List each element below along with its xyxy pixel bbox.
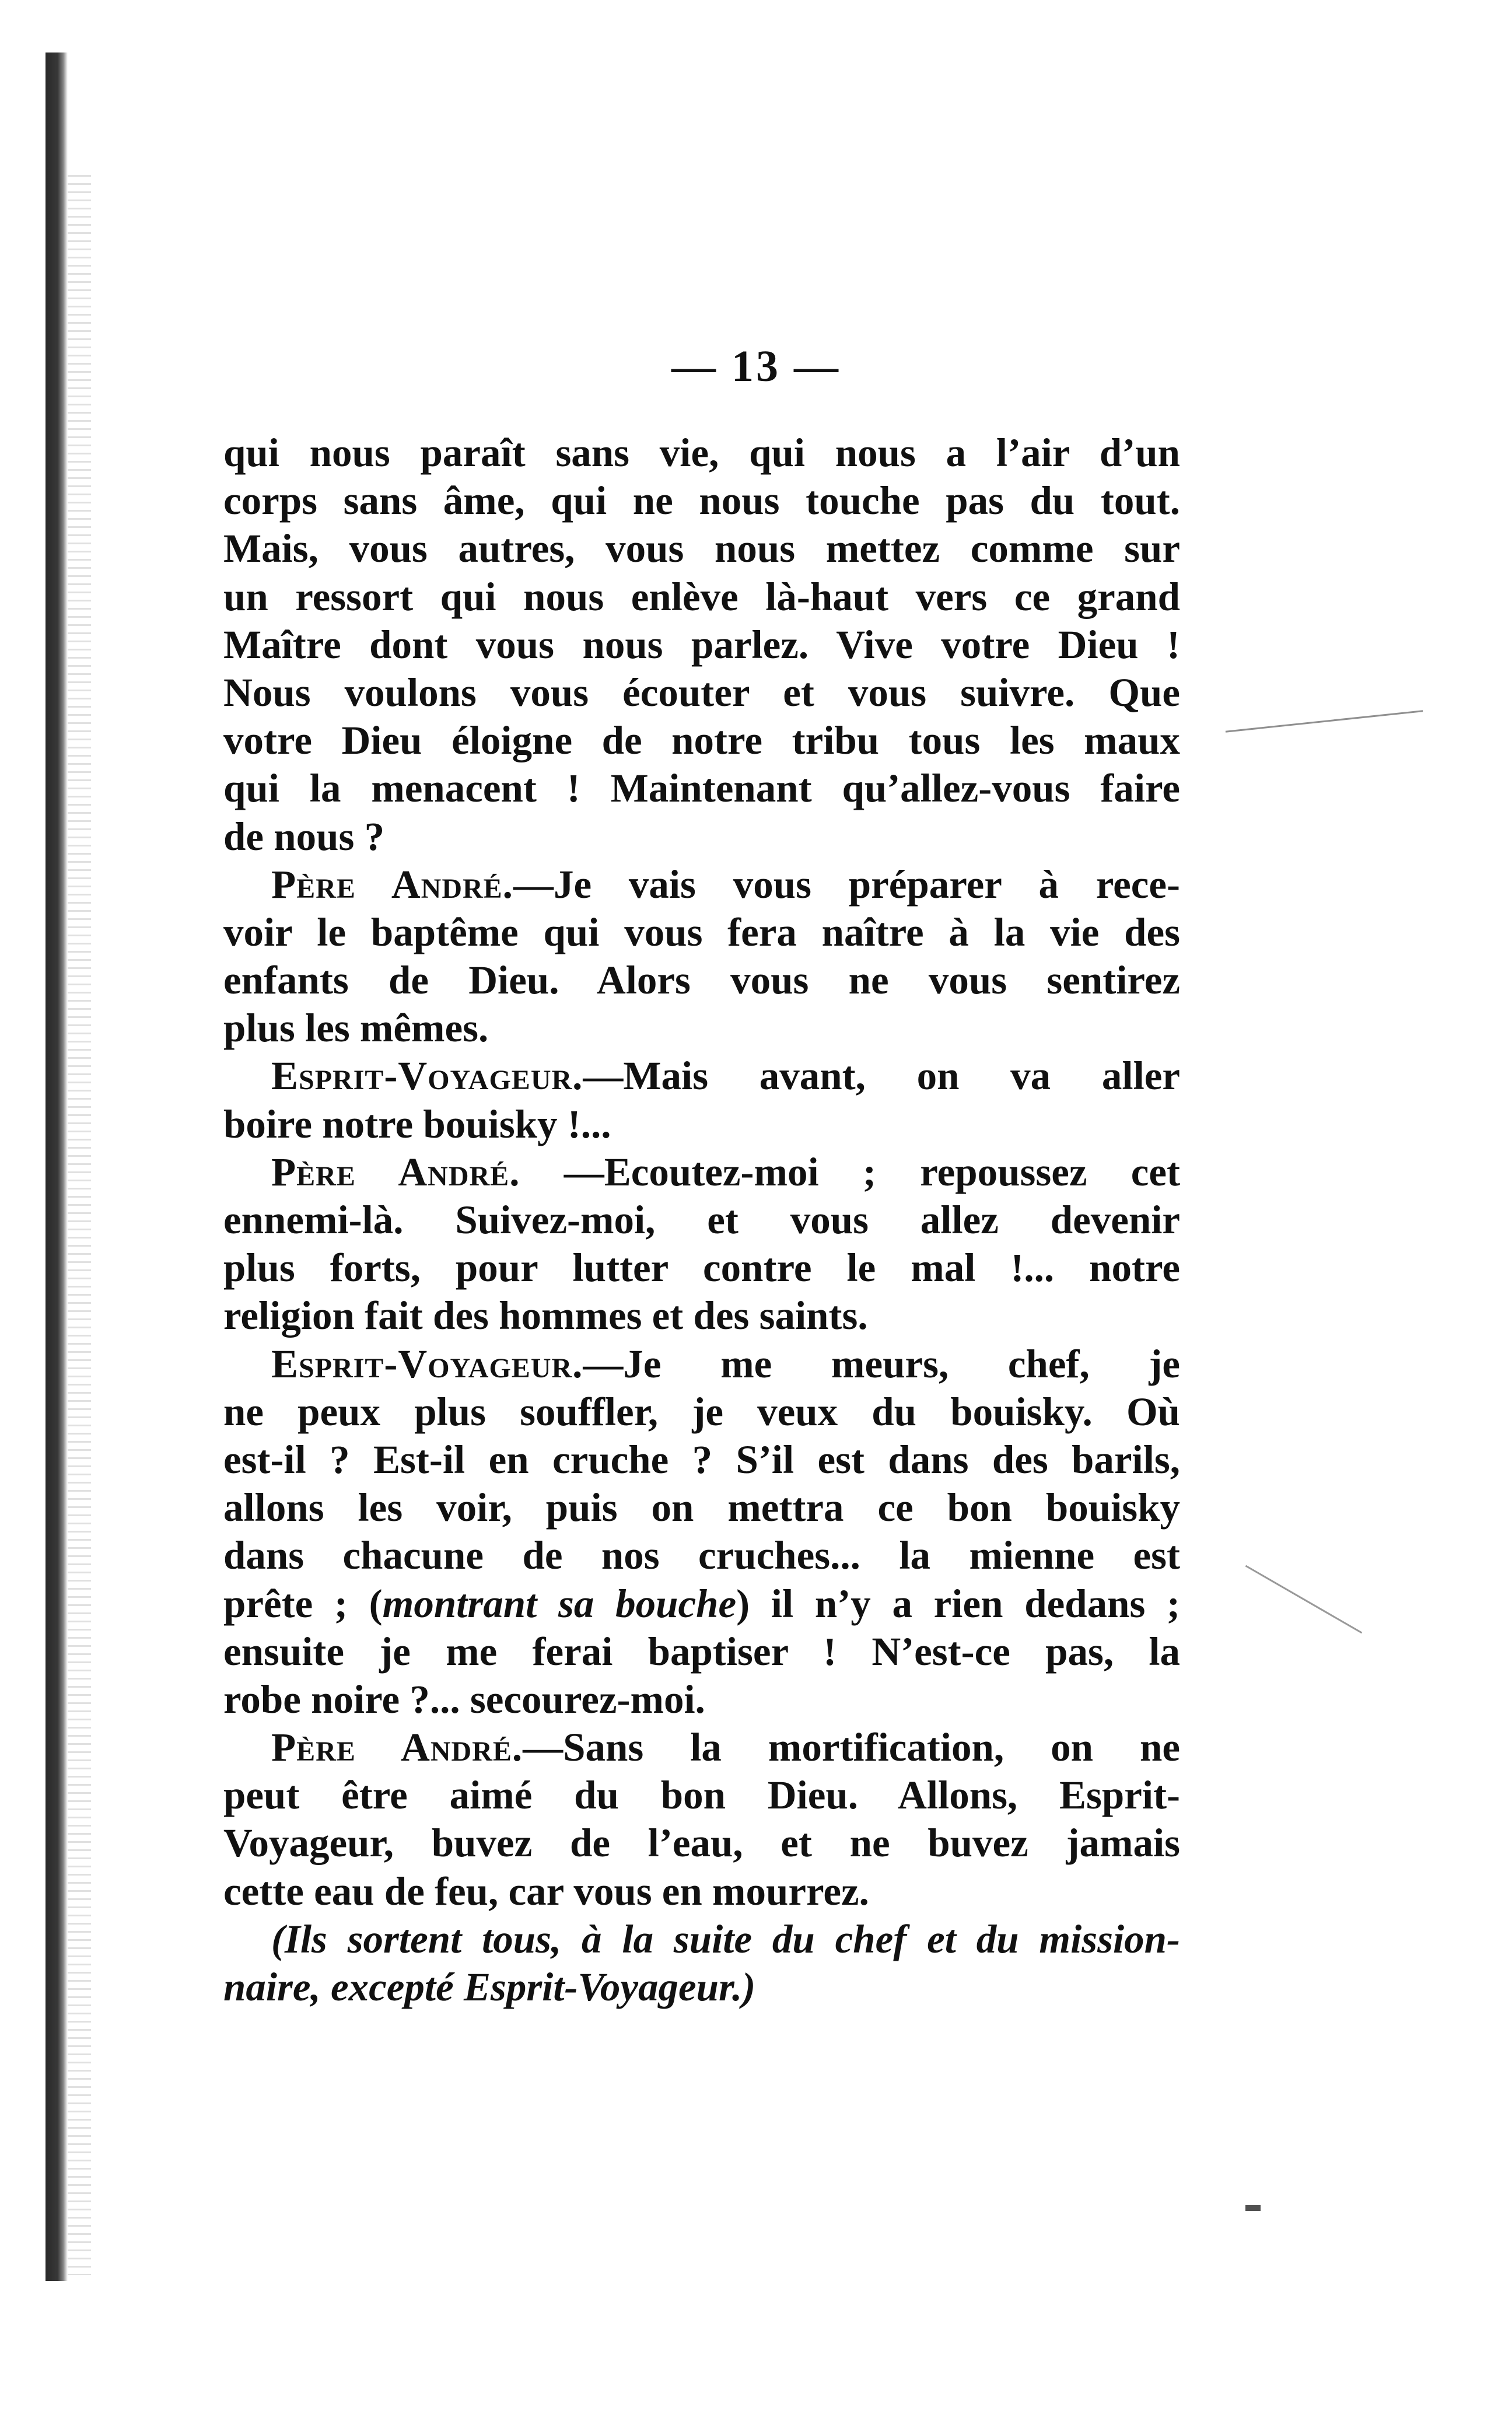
text-line: corps sans âme, qui ne nous touche pas du tout.: [223, 478, 1180, 523]
text-line: est-il ? Est-il en cruche ? S’il est dans des barils,: [223, 1437, 1180, 1482]
text-line: voir le baptême qui vous fera naître à la vie des: [223, 909, 1180, 954]
text-fragment: prête ; (: [223, 1581, 383, 1626]
dialogue-text: —Sans la mortification, on ne: [523, 1725, 1180, 1770]
speaker-name: Père André.: [271, 1725, 523, 1770]
ink-mark: [1245, 2205, 1261, 2211]
dialogue-line: [223, 1052, 1180, 1100]
text-fragment: ) il n’y a rien dedans ;: [736, 1581, 1181, 1626]
dialogue-text: —Mais avant, on va aller: [583, 1054, 1180, 1098]
text-line: allons les voir, puis on mettra ce bon bouisky: [223, 1485, 1180, 1530]
text-line: ennemi-là. Suivez-moi, et vous allez devenir: [223, 1198, 1180, 1242]
speaker-name: Père André.: [271, 862, 513, 907]
stage-direction-line: (Ils sortent tous, à la suite du chef et du mission-: [271, 1916, 1180, 1961]
text-line: cette eau de feu, car vous en mourrez.: [223, 1869, 869, 1913]
dialogue-line: [223, 1148, 1180, 1196]
text-line: Nous voulons vous écouter et vous suivre. Que: [223, 670, 1180, 715]
text-line: ensuite je me ferai baptiser ! N’est-ce pas, la: [223, 1629, 1180, 1674]
speaker-name: Père André.: [271, 1149, 520, 1194]
text-line: enfants de Dieu. Alors vous ne vous sentirez: [223, 958, 1180, 1003]
text-line: plus les mêmes.: [223, 1006, 489, 1051]
dialogue-line: [223, 860, 1180, 908]
text-line: qui nous paraît sans vie, qui nous a l’air d’un: [223, 431, 1180, 475]
text-line: Mais, vous autres, vous nous mettez comme sur: [223, 526, 1180, 571]
ink-mark: [1226, 710, 1423, 733]
text-line: robe noire ?... secourez-moi.: [223, 1677, 705, 1722]
text-line: un ressort qui nous enlève là-haut vers ce grand: [223, 574, 1180, 619]
dialogue-text: —Ecoutez-moi ; repoussez cet: [520, 1149, 1181, 1194]
speaker-name: Esprit-Voyageur.: [271, 1054, 583, 1098]
dialogue-text: —Je vais vous préparer à rece-: [513, 862, 1180, 907]
dialogue-text: —Je me meurs, chef, je: [583, 1341, 1180, 1386]
text-line: Voyageur, buvez de l’eau, et ne buvez jamais: [223, 1821, 1180, 1866]
text-line: votre Dieu éloigne de notre tribu tous les maux: [223, 718, 1180, 763]
text-line: de nous ?: [223, 814, 385, 859]
text-line: religion fait des hommes et des saints.: [223, 1293, 868, 1338]
text-line: plus forts, pour lutter contre le mal !... notre: [223, 1246, 1180, 1290]
dialogue-line: [223, 1723, 1180, 1771]
text-line: ne peux plus souffler, je veux du bouisky. Où: [223, 1389, 1180, 1434]
page-binding-texture: [68, 175, 91, 2275]
text-line: boire notre bouisky !...: [223, 1101, 611, 1146]
ink-mark: [1245, 1565, 1363, 1634]
text-line: qui la menacent ! Maintenant qu’allez-vous faire: [223, 766, 1180, 811]
body-text: [223, 429, 1180, 2011]
text-line: peut être aimé du bon Dieu. Allons, Esprit-: [223, 1773, 1180, 1818]
text-line: dans chacune de nos cruches... la mienne est: [223, 1533, 1180, 1578]
text-line: [223, 1580, 1180, 1628]
text-line: Maître dont vous nous parlez. Vive votre Dieu !: [223, 622, 1180, 667]
stage-direction-line: naire, excepté Esprit-Voyageur.): [223, 1965, 756, 2009]
dialogue-line: [223, 1340, 1180, 1388]
page-number: — 13 —: [671, 342, 841, 391]
speaker-name: Esprit-Voyageur.: [271, 1341, 583, 1386]
stage-direction: montrant sa bouche: [382, 1581, 737, 1626]
